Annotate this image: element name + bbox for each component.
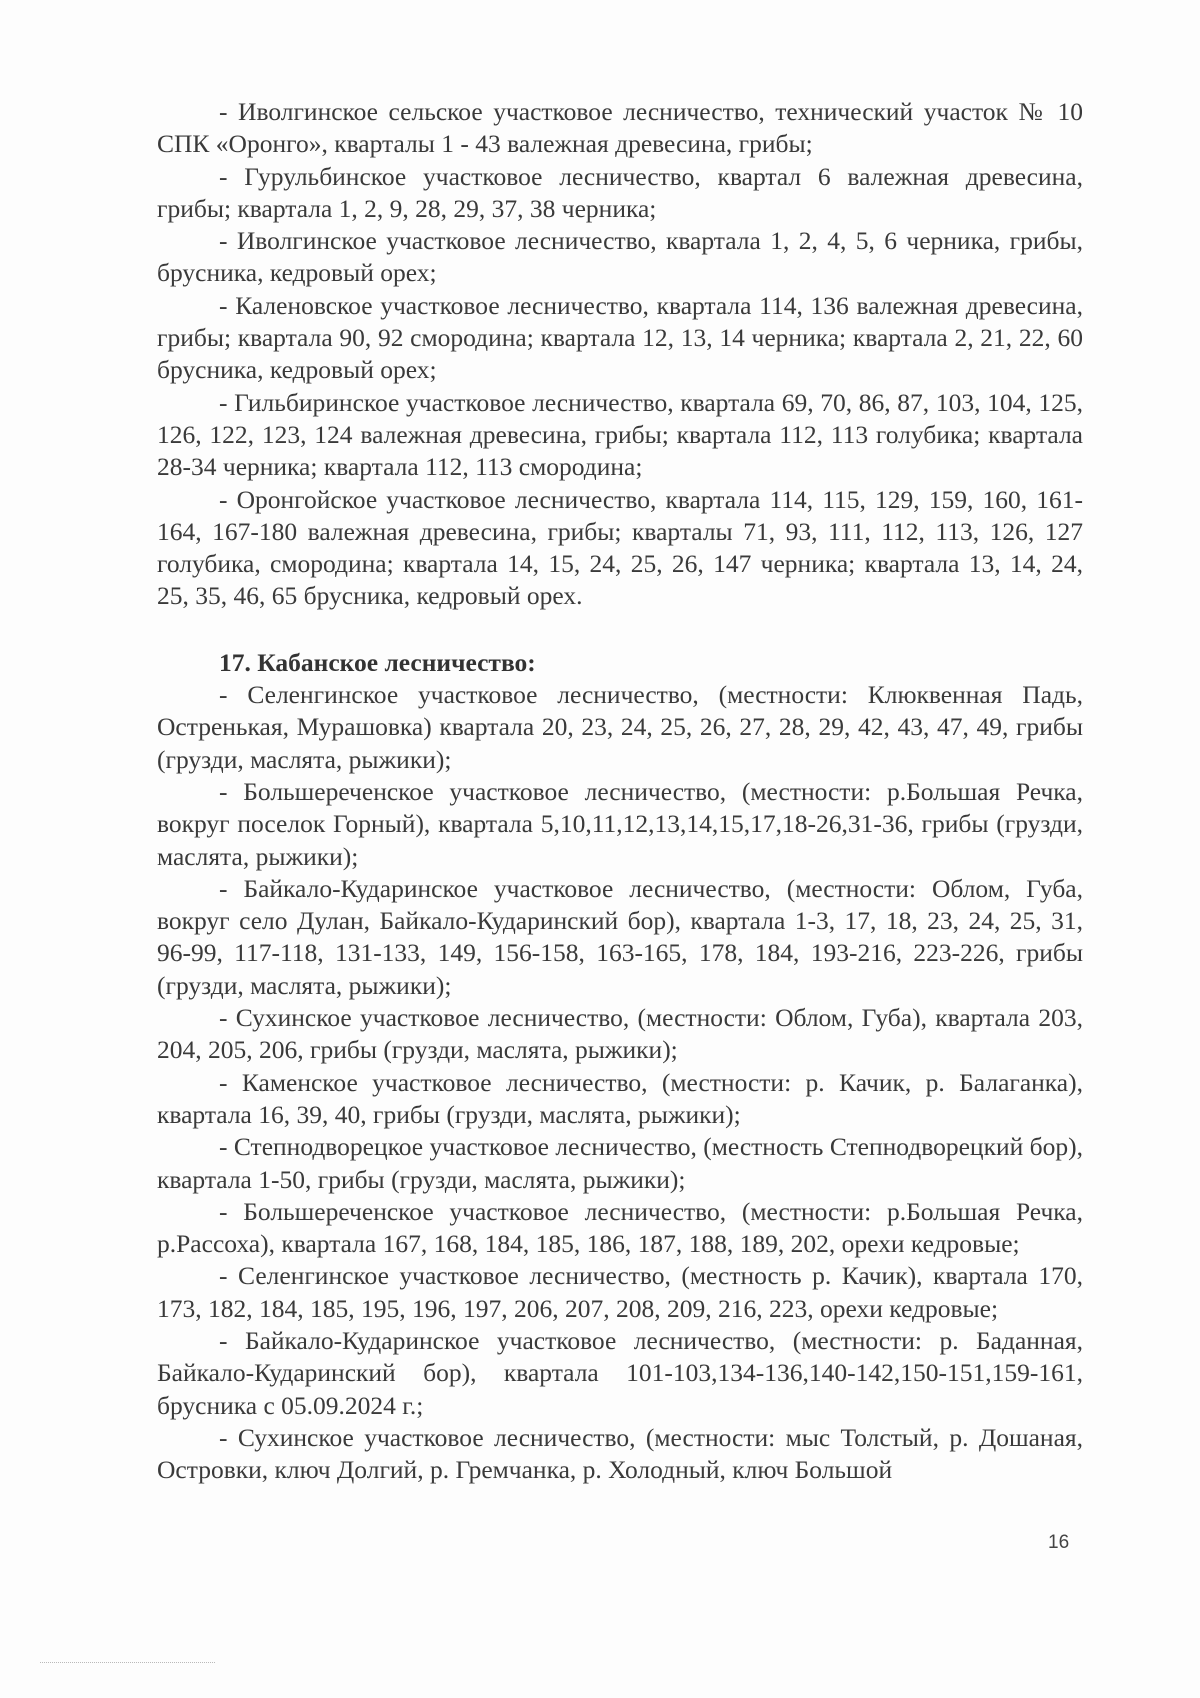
section-spacer — [157, 613, 1083, 647]
paragraph-gurulbinskoe: - Гурульбинское участковое лесничество, квартал 6 валежная древесина, грибы; квартала 1, 2, 9, 28, 29, 37, 38 черника; — [157, 161, 1083, 223]
document-body — [157, 96, 1083, 1486]
paragraph-kalenovskoe: - Каленовское участковое лесничество, квартала 114, 136 валежная древесина, грибы; квартала 90, 92 смородина; квартала 12, 13, 14 черника; квартала 2, 21, 22, 60 брусника, кедровый орех; — [157, 290, 1083, 385]
paragraph-baikalo-kudarinskoe-2: - Байкало-Кударинское участковое лесничество, (местности: р. Баданная, Байкало-Кударинский бор), квартала 101-103,134-136,140-142,150-151,159-161, брусника с 05.09.2024 г.; — [157, 1325, 1083, 1420]
paragraph-gilbirinskoe: - Гильбиринское участковое лесничество, квартала 69, 70, 86, 87, 103, 104, 125, 126, 122, 123, 124 валежная древесина, грибы; квартала 112, 113 голубика; квартала 28-34 черника; квартала 112, 113 смородина; — [157, 387, 1083, 482]
paragraph-ivolginskoe-selskoe: - Иволгинское сельское участковое лесничество, технический участок № 10 СПК «Оронго», кварталы 1 - 43 валежная древесина, грибы; — [157, 97, 1083, 159]
paragraph-ivolginskoe: - Иволгинское участковое лесничество, квартала 1, 2, 4, 5, 6 черника, грибы, брусника, кедровый орех; — [157, 226, 1083, 288]
paragraph-stepnodvoretskoe: - Степнодворецкое участковое лесничество, (местность Степнодворецкий бор), квартала 1-50, грибы (грузди, маслята, рыжики); — [157, 1132, 1083, 1194]
paragraph-bolsherechenskoe-1: - Большереченское участковое лесничество, (местности: р.Большая Речка, вокруг поселок Горный), квартала 5,10,11,12,13,14,15,17,18-26,31-36, грибы (грузди, маслята, рыжики); — [157, 776, 1083, 871]
paragraph-selenginskoe-2: - Селенгинское участковое лесничество, (местность р. Качик), квартала 170, 173, 182, 184, 185, 195, 196, 197, 206, 207, 208, 209, 216, 223, орехи кедровые; — [157, 1261, 1083, 1323]
paragraph-bolsherechenskoe-2: - Большереченское участковое лесничество, (местности: р.Большая Речка, р.Рассоха), квартала 167, 168, 184, 185, 186, 187, 188, 189, 202, орехи кедровые; — [157, 1196, 1083, 1259]
paragraph-kamenskoe: - Каменское участковое лесничество, (местности: р. Качик, р. Балаганка), квартала 16, 39, 40, грибы (грузди, маслята, рыжики); — [157, 1067, 1083, 1129]
paragraph-sukhinskoe-2: - Сухинское участковое лесничество, (местности: мыс Толстый, р. Дошаная, Островки, ключ Долгий, р. Гремчанка, р. Холодный, ключ Большой — [157, 1422, 1083, 1485]
paragraph-orongoyskoe: - Оронгойское участковое лесничество, квартала 114, 115, 129, 159, 160, 161-164, 167-180 валежная древесина, грибы; кварталы 71, 93, 111, 112, 113, 126, 127 голубика, смородина; квартала 14, 15, 24, 25, 26, 147 черника; квартала 13, 14, 24, 25, 35, 46, 65 брусника, кедровый орех. — [157, 484, 1083, 611]
scan-artifact-line — [40, 1662, 215, 1664]
page-number: 16 — [1048, 1532, 1070, 1553]
paragraph-sukhinskoe-1: - Сухинское участковое лесничество, (местности: Облом, Губа), квартала 203, 204, 205, 206, грибы (грузди, маслята, рыжики); — [157, 1003, 1083, 1065]
paragraph-baikalo-kudarinskoe-1: - Байкало-Кударинское участковое лесничество, (местности: Облом, Губа, вокруг село Дулан, Байкало-Кударинский бор), квартала 1-3, 17, 18, 23, 24, 25, 31, 96-99, 117-118, 131-133, 149, 156-158, 163-165, 178, 184, 193-216, 223-226, грибы (грузди, маслята, рыжики); — [157, 873, 1083, 1000]
paragraph-selenginskoe-1: - Селенгинское участковое лесничество, (местности: Клюквенная Падь, Остренькая, Мурашовка) квартала 20, 23, 24, 25, 26, 27, 28, 29, 42, 43, 47, 49, грибы (грузди, маслята, рыжики); — [157, 680, 1083, 774]
section-heading: 17. Кабанское лесничество: — [219, 647, 536, 677]
